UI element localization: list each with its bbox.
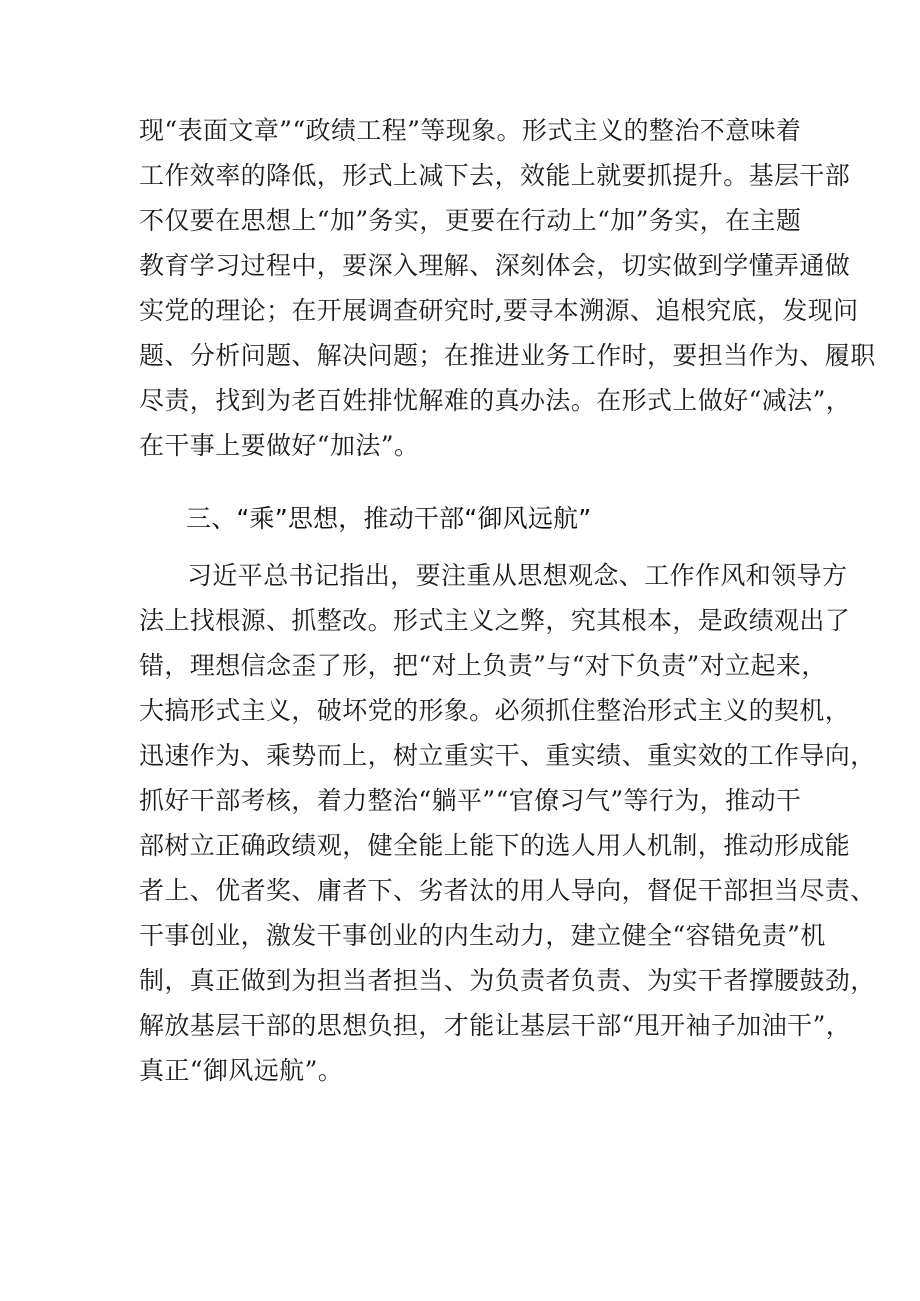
paragraph-2-line-3: 错，理想信念歪了形，把“对上负责”与“对下负责”对立起来， [139,651,827,680]
paragraph-1-line-3: 不仅要在思想上“加”务实，更要在行动上“加”务实，在主题 [139,206,802,235]
paragraph-2-line-5: 迅速作为、乘势而上，树立重实干、重实绩、重实效的工作导向， [139,741,876,770]
paragraph-1-line-4: 教育学习过程中，要深入理解、深刻体会，切实做到学懂弄通做 [139,251,851,280]
paragraph-1-line-8: 在干事上要做好“加法”。 [139,431,420,460]
paragraph-2-line-7: 部树立正确政绩观，健全能上能下的选人用人机制，推动形成能 [139,831,851,860]
paragraph-2-line-6: 抓好干部考核，着力整治“躺平”“官僚习气”等行为，推动干 [139,786,802,815]
paragraph-1-line-7: 尽责，找到为老百姓排忧解难的真办法。在形式上做好“减法”， [139,386,852,415]
paragraph-2-line-8: 者上、优者奖、庸者下、劣者汰的用人导向，督促干部担当尽责、 [139,876,876,905]
paragraph-1-line-1: 现“表面文章”“政绩工程”等现象。形式主义的整治不意味着 [139,116,802,145]
paragraph-1-line-2: 工作效率的降低，形式上减下去，效能上就要抓提升。基层干部 [139,161,851,190]
paragraph-2-line-4: 大搞形式主义，破坏党的形象。必须抓住整治形式主义的契机， [139,696,851,725]
paragraph-1-line-6: 题、分析问题、解决问题；在推进业务工作时，要担当作为、履职 [139,341,876,370]
paragraph-2-line-9: 干事创业，激发干事创业的内生动力，建立健全“容错免责”机 [139,921,826,950]
section-3-heading: 三、“乘”思想，推动干部“御风远航” [186,504,592,533]
paragraph-2-line-1: 习近平总书记指出，要注重从思想观念、工作作风和领导方 [187,561,848,590]
paragraph-2-line-2: 法上找根源、抓整改。形式主义之弊，究其根本，是政绩观出了 [139,606,851,635]
paragraph-2-line-10: 制，真正做到为担当者担当、为负责者负责、为实干者撑腰鼓劲， [139,966,876,995]
paragraph-2-line-11: 解放基层干部的思想负担，才能让基层干部“甩开袖子加油干”， [139,1011,852,1040]
paragraph-1-line-5: 实党的理论；在开展调查研究时,要寻本溯源、追根究底，发现问 [139,296,859,325]
paragraph-2-line-12: 真正“御风远航”。 [139,1056,344,1085]
